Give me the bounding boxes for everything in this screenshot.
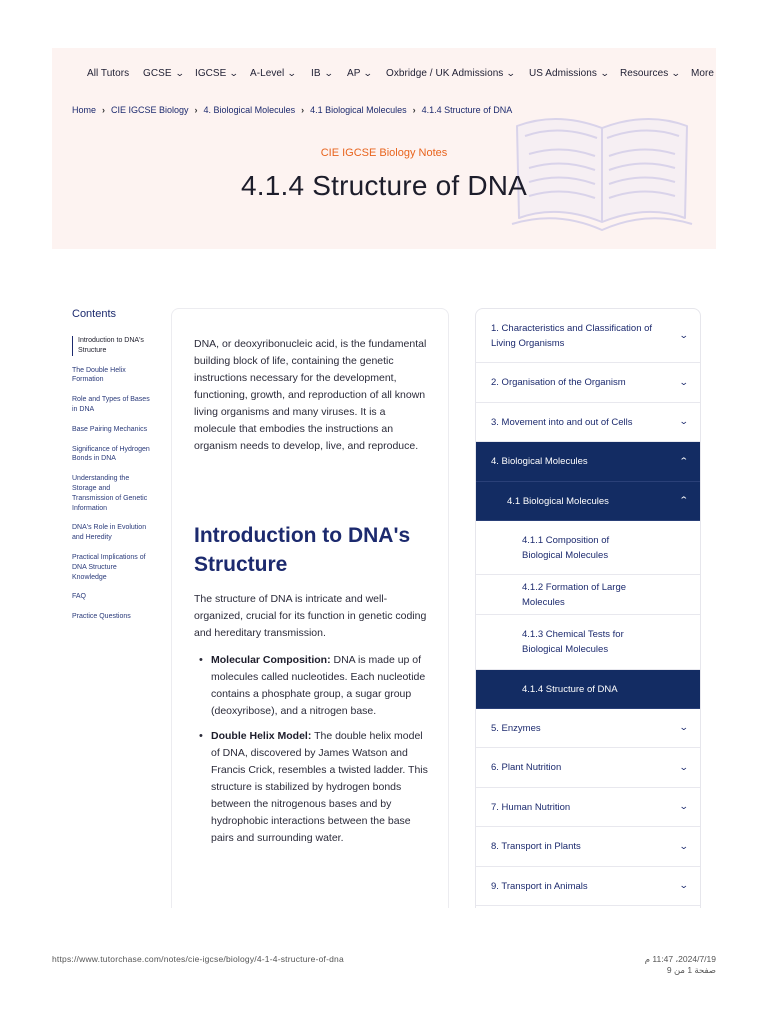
- nav-label: A-Level: [250, 68, 285, 79]
- bullet-term: Double Helix Model:: [211, 730, 312, 742]
- section-body: The structure of DNA is intricate and well-organized, crucial for its function in genetic coding and hereditary transmission.: [194, 593, 427, 639]
- breadcrumb-separator-icon: ›: [194, 105, 198, 115]
- chevron-down-icon: ⌄: [679, 416, 690, 426]
- chevron-down-icon: ⌄: [599, 68, 610, 78]
- nav-all-tutors[interactable]: [87, 68, 129, 79]
- page-title: 4.1.4 Structure of DNA: [240, 170, 528, 201]
- footer-url: https://www.tutorchase.com/notes/cie-igcse/biology/4-1-4-structure-of-dna: [52, 954, 344, 964]
- breadcrumb-topic[interactable]: 4. Biological Molecules: [203, 105, 296, 115]
- nav-a-level[interactable]: [250, 68, 296, 79]
- nav-ap[interactable]: [347, 68, 372, 79]
- chevron-down-icon: ⌄: [287, 68, 297, 78]
- footer-datetime: 2024/7/19، 11:47 م: [644, 954, 716, 964]
- course-nav-item-1[interactable]: [476, 309, 701, 363]
- course-nav-lesson-4-1-3[interactable]: [476, 615, 701, 670]
- chevron-down-icon: ⌄: [679, 376, 690, 387]
- course-nav-label: 4.1 Biological Molecules: [507, 495, 609, 507]
- course-nav-label: 4.1.2 Formation of Large Molecules: [522, 581, 627, 608]
- course-nav-label: 4.1.1 Composition of Biological Molecules: [522, 534, 610, 561]
- section-heading: Introduction to DNA's Structure: [194, 524, 411, 576]
- breadcrumb-separator-icon: ›: [102, 105, 106, 115]
- chevron-down-icon: ⌄: [323, 68, 334, 78]
- nav-resources[interactable]: [620, 68, 680, 79]
- course-nav-label: 3. Movement into and out of Cells: [491, 416, 633, 428]
- course-nav-label: 4.1.3 Chemical Tests for Biological Molecules: [522, 629, 624, 655]
- nav-gcse[interactable]: [143, 68, 183, 79]
- article-intro: DNA, or deoxyribonucleic acid, is the fundamental building block of life, containing the genetic instructions necessary for the development, functioning, growth, and reproduction of all known living organisms and many viruses. It is a molecule that embodies the instructions an organism needs to develop, live, and reproduce.: [194, 338, 427, 452]
- breadcrumb-separator-icon: ›: [301, 105, 305, 115]
- course-nav-label: 5. Enzymes: [491, 722, 541, 734]
- bullet-text: DNA is made up of molecules called nucleotides. Each nucleotide contains a phosphate group, a sugar group (deoxyribose), and a nitrogen base.: [211, 654, 426, 717]
- nav-label: GCSE: [143, 68, 172, 79]
- nav-label: Oxbridge / UK Admissions: [386, 68, 504, 79]
- toc-item-practice-questions[interactable]: Practice Questions: [72, 613, 131, 621]
- breadcrumb-subject[interactable]: CIE IGCSE Biology: [111, 105, 189, 115]
- bullet-term: Molecular Composition:: [211, 654, 331, 666]
- course-nav-label: 4.1.4 Structure of DNA: [522, 683, 618, 695]
- list-item: [194, 728, 428, 847]
- course-nav-item-2[interactable]: [476, 363, 701, 403]
- course-nav-item-6[interactable]: [476, 748, 701, 788]
- bullet-text: The double helix model of DNA, discovered by James Watson and Francis Crick, resembles a twisted ladder. This structure is stabilized by hydrogen bonds between the nitrogenous bases and by hydrophobic interactions between the base pairs and surrounding water.: [211, 730, 428, 844]
- nav-more[interactable]: [691, 68, 714, 79]
- nav-label: AP: [347, 68, 361, 79]
- chevron-down-icon: ⌄: [679, 329, 690, 340]
- nav-label: Resources: [620, 68, 669, 79]
- breadcrumb-separator-icon: ›: [412, 105, 416, 115]
- course-nav-label: 6. Plant Nutrition: [491, 762, 562, 773]
- toc-item-genetic-information[interactable]: Understanding the Storage and Transmission of Genetic Information: [72, 475, 148, 512]
- chevron-down-icon: ⌄: [679, 761, 690, 772]
- nav-ib[interactable]: [311, 68, 332, 79]
- nav-igcse[interactable]: [195, 68, 238, 79]
- notes-category-label: CIE IGCSE Biology Notes: [320, 147, 448, 159]
- list-item: [194, 652, 428, 720]
- nav-label: IB: [311, 68, 321, 79]
- course-nav-label: 1. Characteristics and Classification of Living Organisms: [491, 322, 653, 349]
- course-nav-subitem-4-1[interactable]: [476, 482, 701, 521]
- hero-banner: [52, 48, 716, 249]
- chevron-down-icon: ⌄: [679, 880, 690, 890]
- bullet-list: [194, 652, 428, 855]
- toc-item-base-pairing[interactable]: Base Pairing Mechanics: [72, 425, 148, 433]
- breadcrumb-subtopic[interactable]: 4.1 Biological Molecules: [310, 105, 407, 115]
- toc-item-practical-implications[interactable]: Practical Implications of DNA Structure Knowledge: [72, 553, 146, 581]
- course-nav-lesson-4-1-2[interactable]: [476, 575, 701, 615]
- chevron-down-icon: ⌄: [671, 68, 681, 78]
- nav-label: More: [691, 68, 714, 79]
- chevron-down-icon: ⌄: [679, 801, 690, 811]
- toc-item-evolution-heredity[interactable]: DNA's Role in Evolution and Heredity: [72, 524, 147, 542]
- chevron-down-icon: ⌄: [679, 840, 690, 851]
- chevron-down-icon: ⌄: [174, 68, 185, 78]
- course-navigation: [475, 308, 701, 908]
- breadcrumb-current: 4.1.4 Structure of DNA: [421, 105, 513, 115]
- toc-item-introduction[interactable]: Introduction to DNA's Structure: [72, 336, 152, 356]
- nav-us-admissions[interactable]: [529, 68, 609, 79]
- course-nav-item-7[interactable]: [476, 788, 701, 827]
- nav-oxbridge[interactable]: [386, 68, 515, 79]
- nav-label: IGCSE: [195, 68, 227, 79]
- breadcrumb: [72, 105, 512, 115]
- toc-item-bases[interactable]: Role and Types of Bases in DNA: [72, 396, 150, 413]
- nav-label: US Admissions: [529, 68, 597, 79]
- course-nav-lesson-4-1-1[interactable]: [476, 521, 701, 575]
- chevron-up-icon: ⌃: [679, 455, 690, 466]
- nav-label: All Tutors: [87, 68, 130, 79]
- toc-item-faq[interactable]: FAQ: [72, 593, 87, 601]
- chevron-down-icon: ⌄: [229, 68, 240, 78]
- contents-title: Contents: [72, 308, 117, 320]
- top-navigation: [52, 68, 716, 84]
- chevron-down-icon: ⌄: [363, 68, 374, 78]
- chevron-up-icon: ⌃: [679, 495, 690, 505]
- course-nav-label: 2. Organisation of the Organism: [491, 377, 626, 388]
- chevron-down-icon: ⌄: [679, 722, 690, 732]
- course-nav-item-3[interactable]: [476, 403, 701, 442]
- course-nav-lesson-4-1-4[interactable]: [476, 670, 701, 709]
- chevron-down-icon: ⌄: [506, 68, 517, 78]
- course-nav-item-9[interactable]: [476, 867, 701, 906]
- course-nav-label: 8. Transport in Plants: [491, 841, 581, 852]
- breadcrumb-home[interactable]: Home: [72, 105, 97, 115]
- footer-page-number: صفحة 1 من 9: [666, 965, 716, 975]
- course-nav-item-4[interactable]: [476, 442, 701, 482]
- course-nav-label: 4. Biological Molecules: [491, 456, 588, 467]
- course-nav-label: 9. Transport in Animals: [491, 880, 588, 892]
- course-nav-label: 7. Human Nutrition: [491, 801, 571, 813]
- table-of-contents: [72, 336, 152, 632]
- course-nav-item-5[interactable]: [476, 709, 701, 748]
- toc-item-hydrogen-bonds[interactable]: Significance of Hydrogen Bonds in DNA: [72, 445, 150, 463]
- course-nav-item-8[interactable]: [476, 827, 701, 867]
- toc-item-double-helix[interactable]: The Double Helix Formation: [72, 366, 126, 384]
